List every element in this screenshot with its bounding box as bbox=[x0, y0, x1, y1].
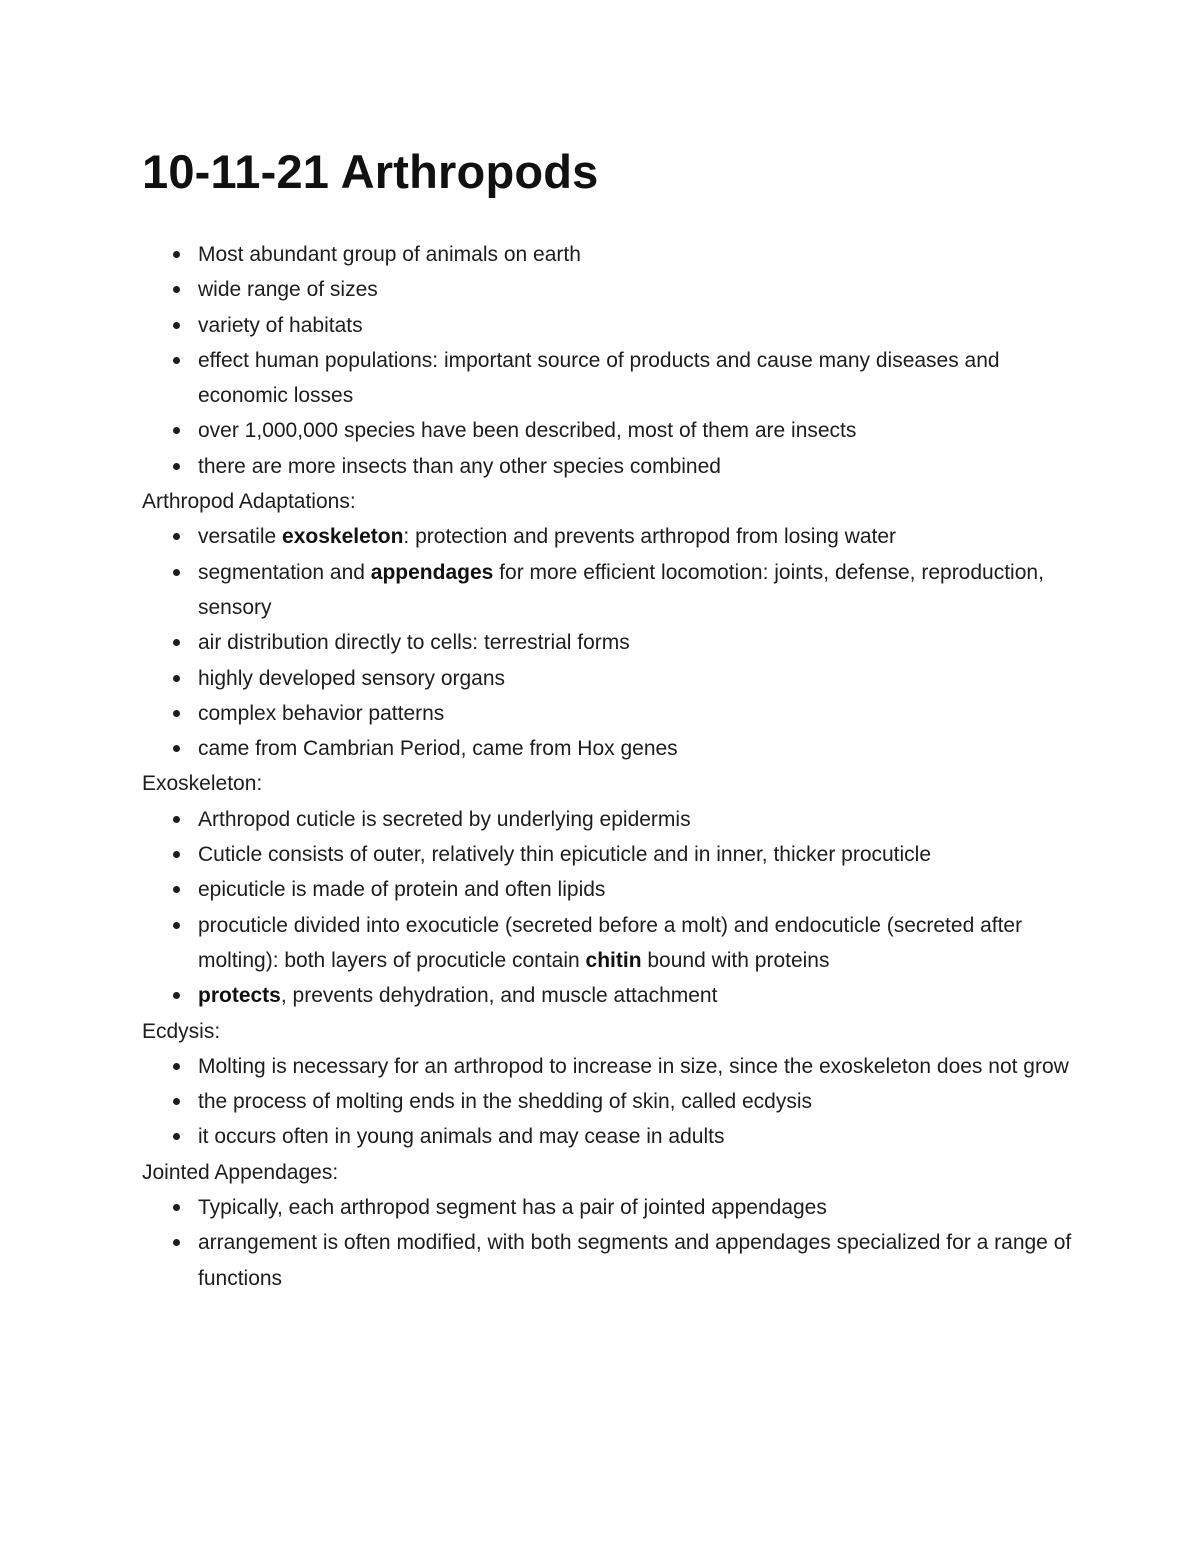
section-heading-adaptations: Arthropod Adaptations: bbox=[142, 490, 356, 514]
list-item-text: , prevents dehydration, and muscle attachment bbox=[280, 984, 718, 1008]
list-item-text: versatile bbox=[198, 525, 283, 549]
list-item bbox=[198, 978, 1072, 1013]
section-heading-jointed-appendages: Jointed Appendages: bbox=[142, 1160, 339, 1184]
list-item: Arthropod cuticle is secreted by underlying epidermis bbox=[198, 802, 1072, 837]
intro-list bbox=[142, 237, 1072, 484]
list-item: Typically, each arthropod segment has a pair of jointed appendages bbox=[198, 1190, 1072, 1225]
list-item: there are more insects than any other species combined bbox=[198, 449, 1072, 484]
page-title: 10-11-21 Arthropods bbox=[142, 145, 599, 198]
list-item: effect human populations: important source of products and cause many diseases and economic losses bbox=[198, 343, 1072, 414]
list-item: it occurs often in young animals and may cease in adults bbox=[198, 1119, 1072, 1154]
list-item: the process of molting ends in the shedding of skin, called ecdysis bbox=[198, 1084, 1072, 1119]
appendages-list bbox=[142, 1190, 1072, 1296]
section-heading-exoskeleton: Exoskeleton: bbox=[142, 772, 263, 796]
bold-term: protects bbox=[198, 984, 281, 1008]
list-item: Cuticle consists of outer, relatively thin epicuticle and in inner, thicker procuticle bbox=[198, 837, 1072, 872]
list-item bbox=[198, 908, 1072, 979]
list-item: wide range of sizes bbox=[198, 272, 1072, 307]
list-item: epicuticle is made of protein and often lipids bbox=[198, 872, 1072, 907]
bold-term: exoskeleton bbox=[282, 525, 404, 549]
bold-term: appendages bbox=[370, 560, 494, 584]
list-item: complex behavior patterns bbox=[198, 696, 1072, 731]
list-item: Most abundant group of animals on earth bbox=[198, 237, 1072, 272]
list-item: over 1,000,000 species have been described, most of them are insects bbox=[198, 413, 1072, 448]
bold-term: chitin bbox=[585, 948, 642, 972]
list-item-text: for more efficient locomotion: joints, defense, reproduction, sensory bbox=[198, 560, 1044, 619]
list-item: highly developed sensory organs bbox=[198, 661, 1072, 696]
list-item: air distribution directly to cells: terrestrial forms bbox=[198, 625, 1072, 660]
exoskeleton-list bbox=[142, 802, 1072, 1014]
list-item-text: segmentation and bbox=[198, 560, 371, 584]
adaptations-list bbox=[142, 519, 1072, 766]
list-item bbox=[198, 555, 1072, 626]
document-page bbox=[142, 140, 1072, 1296]
list-item-text: bound with proteins bbox=[641, 948, 830, 972]
list-item: Molting is necessary for an arthropod to increase in size, since the exoskeleton does not grow bbox=[198, 1049, 1072, 1084]
list-item: arrangement is often modified, with both segments and appendages specialized for a range of functions bbox=[198, 1225, 1072, 1296]
list-item-text: procuticle divided into exocuticle (secreted before a molt) and endocuticle (secreted after molting): both layers of procuticle contain bbox=[198, 913, 1023, 972]
list-item bbox=[198, 519, 1072, 554]
list-item: variety of habitats bbox=[198, 308, 1072, 343]
list-item: came from Cambrian Period, came from Hox genes bbox=[198, 731, 1072, 766]
section-heading-ecdysis: Ecdysis: bbox=[142, 1019, 221, 1043]
ecdysis-list bbox=[142, 1049, 1072, 1155]
list-item-text: : protection and prevents arthropod from losing water bbox=[403, 525, 897, 549]
